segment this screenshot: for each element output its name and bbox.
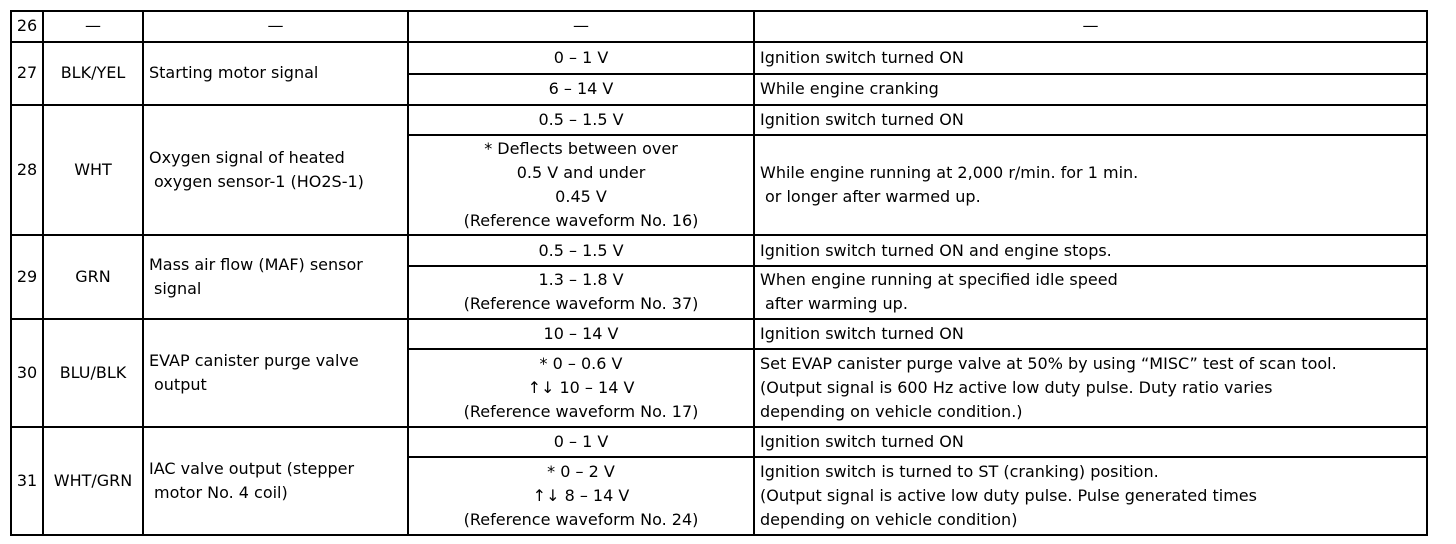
terminal-number: 30 bbox=[11, 319, 43, 427]
table-row bbox=[11, 42, 1427, 75]
condition-line: While engine running at 2,000 r/min. for 1 min. bbox=[760, 163, 1139, 183]
condition-line: depending on vehicle condition.) bbox=[760, 402, 1023, 422]
wire-color: BLU/BLK bbox=[43, 319, 143, 427]
circuit-line: IAC valve output (stepper bbox=[149, 458, 355, 478]
wire-color: WHT bbox=[43, 105, 143, 235]
table-row bbox=[11, 319, 1427, 350]
voltage-reference: (Reference waveform No. 24) bbox=[463, 510, 699, 530]
voltage-line: ↑↓ 8 – 14 V bbox=[532, 486, 630, 506]
normal-voltage: 10 – 14 V bbox=[408, 319, 754, 350]
circuit-line: EVAP canister purge valve bbox=[149, 350, 359, 370]
wire-color: — bbox=[43, 11, 143, 42]
circuit-line: Oxygen signal of heated bbox=[149, 148, 345, 167]
normal-voltage: 6 – 14 V bbox=[408, 74, 754, 105]
condition bbox=[754, 266, 1427, 319]
condition: Ignition switch turned ON bbox=[754, 427, 1427, 458]
condition-line: Ignition switch is turned to ST (cranking) position. bbox=[760, 462, 1159, 482]
circuit-name bbox=[143, 105, 408, 235]
wire-color: GRN bbox=[43, 235, 143, 319]
table-row bbox=[11, 235, 1427, 266]
voltage-line: 0.45 V bbox=[555, 187, 607, 207]
circuit-name bbox=[143, 319, 408, 427]
condition: Ignition switch turned ON and engine stops. bbox=[754, 235, 1427, 266]
normal-voltage: 0.5 – 1.5 V bbox=[408, 105, 754, 136]
circuit-name bbox=[143, 235, 408, 319]
voltage-line: ↑↓ 10 – 14 V bbox=[527, 378, 635, 398]
condition-line: (Output signal is 600 Hz active low duty pulse. Duty ratio varies bbox=[760, 378, 1273, 398]
voltage-reference: (Reference waveform No. 16) bbox=[463, 211, 699, 231]
voltage-line: * Deflects between over bbox=[484, 139, 678, 159]
circuit-line: Mass air flow (MAF) sensor bbox=[149, 255, 363, 275]
condition: Ignition switch turned ON bbox=[754, 105, 1427, 136]
voltage-line: 1.3 – 1.8 V bbox=[538, 270, 624, 290]
normal-voltage: 0.5 – 1.5 V bbox=[408, 235, 754, 266]
terminal-number: 26 bbox=[11, 11, 43, 42]
wire-color: BLK/YEL bbox=[43, 42, 143, 105]
condition: Ignition switch turned ON bbox=[754, 42, 1427, 75]
normal-voltage: 0 – 1 V bbox=[408, 42, 754, 75]
circuit-name: — bbox=[143, 11, 408, 42]
terminal-number: 27 bbox=[11, 42, 43, 105]
table-row bbox=[11, 11, 1427, 42]
voltage-line: * 0 – 0.6 V bbox=[539, 354, 623, 374]
condition-line: depending on vehicle condition) bbox=[760, 510, 1018, 530]
voltage-reference: (Reference waveform No. 17) bbox=[463, 402, 699, 422]
condition: While engine cranking bbox=[754, 74, 1427, 105]
circuit-line: signal bbox=[154, 279, 202, 299]
circuit-name: Starting motor signal bbox=[143, 42, 408, 105]
condition-line: When engine running at specified idle speed bbox=[760, 270, 1118, 290]
terminal-voltage-table bbox=[10, 10, 1428, 536]
voltage-line: 0.5 V and under bbox=[516, 163, 646, 183]
condition: — bbox=[754, 11, 1427, 42]
circuit-line: output bbox=[154, 374, 207, 394]
normal-voltage bbox=[408, 135, 754, 235]
condition-line: or longer after warmed up. bbox=[765, 187, 981, 207]
normal-voltage: 0 – 1 V bbox=[408, 427, 754, 458]
condition-line: after warming up. bbox=[765, 294, 908, 314]
condition bbox=[754, 457, 1427, 535]
condition-line: (Output signal is active low duty pulse. Pulse generated times bbox=[760, 486, 1257, 506]
terminal-number: 29 bbox=[11, 235, 43, 319]
table-row bbox=[11, 427, 1427, 458]
voltage-reference: (Reference waveform No. 37) bbox=[463, 294, 699, 314]
normal-voltage: — bbox=[408, 11, 754, 42]
table-row bbox=[11, 105, 1427, 136]
condition bbox=[754, 349, 1427, 426]
normal-voltage bbox=[408, 349, 754, 426]
terminal-number: 28 bbox=[11, 105, 43, 235]
condition: Ignition switch turned ON bbox=[754, 319, 1427, 350]
normal-voltage bbox=[408, 266, 754, 319]
condition bbox=[754, 135, 1427, 235]
circuit-line: motor No. 4 coil) bbox=[154, 482, 288, 502]
normal-voltage bbox=[408, 457, 754, 535]
wire-color: WHT/GRN bbox=[43, 427, 143, 535]
condition-line: Set EVAP canister purge valve at 50% by using “MISC” test of scan tool. bbox=[760, 354, 1337, 374]
terminal-number: 31 bbox=[11, 427, 43, 535]
voltage-line: * 0 – 2 V bbox=[547, 462, 615, 482]
circuit-line: oxygen sensor-1 (HO2S-1) bbox=[154, 172, 364, 191]
circuit-name bbox=[143, 427, 408, 535]
